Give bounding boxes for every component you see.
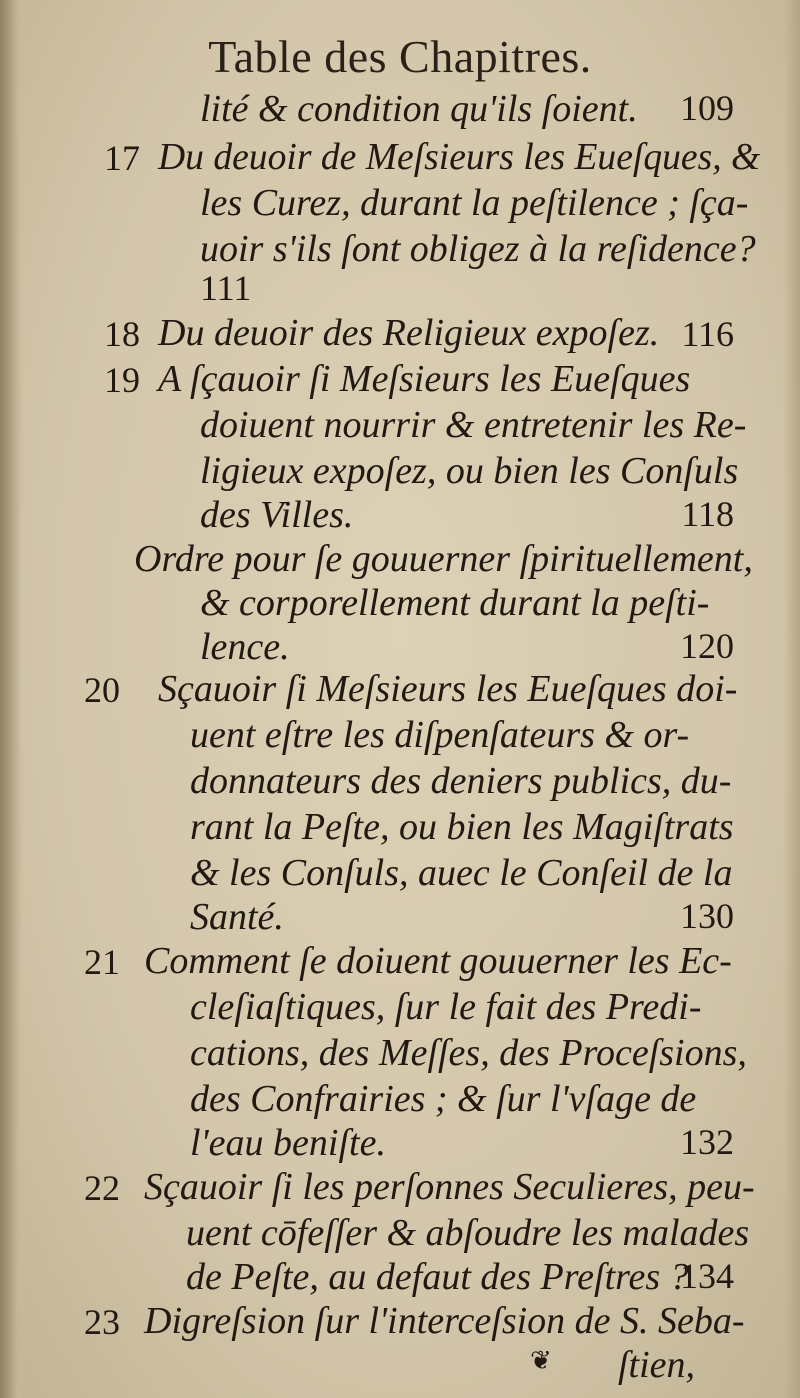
entry-line: doiuent nourrir & entretenir les Re- <box>200 404 747 446</box>
entry-line: Santé. <box>190 896 284 938</box>
entry-line: lence. <box>200 626 290 668</box>
entry-page-number: 111 <box>200 268 252 308</box>
entry-line: Comment ſe doiuent gouuerner les Ec- <box>144 940 732 982</box>
entry-line: Sçauoir ſi Meſsieurs les Eueſques doi- <box>158 668 738 710</box>
entry-line: des Villes. <box>200 494 354 536</box>
entry-line: & corporellement durant la peſti- <box>200 582 710 624</box>
entry-line: lité & condition qu'ils ſoient. <box>200 88 638 130</box>
entry-page-number: 118 <box>681 494 734 534</box>
entry-line: ligieux expoſez, ou bien les Conſuls <box>200 450 739 492</box>
entry-line: cations, des Meſſes, des Proceſsions, <box>190 1032 747 1074</box>
entry-page-number: 116 <box>681 314 734 354</box>
entry-page-number: 132 <box>680 1122 734 1162</box>
entry-line: des Confrairies ; & ſur l'vſage de <box>190 1078 697 1120</box>
entry-line: Sçauoir ſi les perſonnes Seculieres, peu- <box>144 1166 755 1208</box>
chapter-number: 18 <box>104 314 140 354</box>
entry-line: & les Conſuls, auec le Conſeil de la <box>190 852 733 894</box>
entry-line: donnateurs des deniers publics, du- <box>190 760 732 802</box>
entry-line: A ſçauoir ſi Meſsieurs les Eueſques <box>158 358 691 400</box>
entry-line: uent cōfeſſer & abſoudre les malades <box>186 1212 750 1254</box>
running-head: Table des Chapitres. <box>208 31 592 82</box>
entry-line: Digreſsion ſur l'interceſsion de S. Seba- <box>144 1300 745 1342</box>
chapter-number: 22 <box>84 1168 120 1208</box>
entry-line: Du deuoir des Religieux expoſez. <box>158 312 660 354</box>
chapter-number: 23 <box>84 1302 120 1342</box>
entry-line: ſtien, <box>618 1344 696 1386</box>
entry-page-number: 130 <box>680 896 734 936</box>
entry-line: les Curez, durant la peſtilence ; ſça- <box>200 182 749 224</box>
entry-line: Du deuoir de Meſsieurs les Eueſques, & <box>158 136 761 178</box>
entry-page-number: 109 <box>680 88 734 128</box>
chapter-number: 21 <box>84 942 120 982</box>
entry-line: rant la Peſte, ou bien les Magiſtrats <box>190 806 734 848</box>
entry-page-number: 134 <box>680 1256 734 1296</box>
entry-line: de Peſte, au defaut des Preſtres ? <box>186 1256 689 1298</box>
chapter-number: 20 <box>84 670 120 710</box>
entry-line: cleſiaſtiques, ſur le fait des Predi- <box>190 986 702 1028</box>
entry-page-number: 120 <box>680 626 734 666</box>
signature-mark-icon: ❦ <box>530 1346 552 1376</box>
chapter-number: 19 <box>104 360 140 400</box>
entry-line: Ordre pour ſe gouuerner ſpirituellement, <box>134 538 753 580</box>
entry-line: uent eſtre les diſpenſateurs & or- <box>190 714 690 756</box>
entry-line: l'eau beniſte. <box>190 1122 386 1164</box>
chapter-number: 17 <box>104 138 140 178</box>
entry-line: uoir s'ils ſont obligez à la reſidence? <box>200 228 756 270</box>
